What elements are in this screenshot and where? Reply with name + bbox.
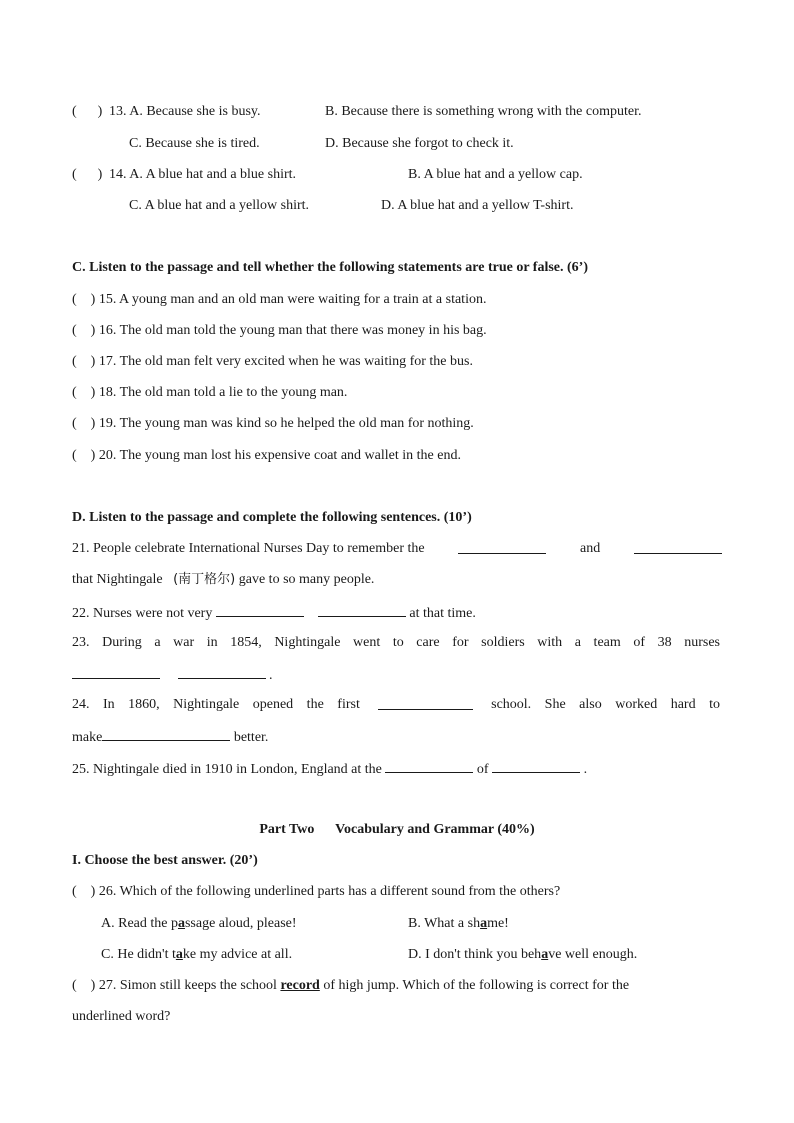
q19-line: ( ) 19. The young man was kind so he helped the old man for nothing. [72, 416, 474, 431]
q17-line: ( ) 17. The old man felt very excited when he was waiting for the bus. [72, 354, 473, 369]
q19-paren[interactable]: ( [72, 416, 91, 431]
q23-blank-2[interactable] [178, 665, 266, 679]
part-two-title: Part Two Vocabulary and Grammar (40%) [259, 822, 535, 837]
q16-line: ( ) 16. The old man told the young man that there was money in his bag. [72, 323, 487, 338]
section-d-heading: D. Listen to the passage and complete the following sentences. (10’) [72, 510, 472, 525]
q13-option-a: 13. A. Because she is busy. [109, 104, 261, 119]
q24-blank-2[interactable] [102, 727, 230, 741]
q13-option-c: C. Because she is tired. [129, 136, 260, 151]
q26-option-d: D. I don't think you behave well enough. [408, 947, 638, 962]
q24-line2: make better. [72, 727, 268, 747]
q14-paren[interactable]: ( ) [72, 167, 103, 182]
q13-paren[interactable]: ( ) [72, 104, 103, 119]
q25-line: 25. Nightingale died in 1910 in London, England at the of . [72, 759, 587, 779]
q21-line1: 21. People celebrate International Nurses Day to remember the and [72, 540, 722, 558]
q18-paren[interactable]: ( [72, 385, 91, 400]
section-i-heading: I. Choose the best answer. (20’) [72, 853, 258, 868]
q21-blank-1[interactable] [458, 540, 546, 554]
q23-line1 [72, 634, 720, 652]
q26-option-b: B. What a shame! [408, 916, 509, 931]
q24-line1: 24. In 1860, Nightingale opened the first school. She also worked hard to [72, 697, 720, 712]
q15-paren[interactable]: ( [72, 292, 91, 307]
q13-option-d: D. Because she forgot to check it. [325, 136, 514, 151]
q14-option-a: 14. A. A blue hat and a blue shirt. [109, 167, 297, 182]
q22-line: 22. Nurses were not very at that time. [72, 603, 476, 623]
q23-line2: . [72, 665, 273, 685]
q16-paren[interactable]: ( [72, 323, 91, 338]
q23-blank-1[interactable] [72, 665, 160, 679]
q26-paren[interactable]: ( [72, 884, 91, 899]
q17-paren[interactable]: ( [72, 354, 91, 369]
q21-blank-2[interactable] [634, 540, 722, 554]
q26-option-a: A. Read the passage aloud, please! [101, 916, 297, 931]
q22-blank-1[interactable] [216, 603, 304, 617]
q20-line: ( ) 20. The young man lost his expensive coat and wallet in the end. [72, 448, 461, 463]
section-c-heading: C. Listen to the passage and tell whether the following statements are true or false. (6’) [72, 260, 588, 275]
q22-blank-2[interactable] [318, 603, 406, 617]
q26-option-c: C. He didn't take my advice at all. [101, 947, 293, 962]
q18-line: ( ) 18. The old man told a lie to the young man. [72, 385, 348, 400]
q21-line2: that Nightingale (南丁格尔) gave to so many people. [72, 572, 375, 587]
q27-paren[interactable]: ( [72, 978, 91, 993]
q15-line: ( ) 15. A young man and an old man were waiting for a train at a station. [72, 292, 487, 307]
q13-option-b: B. Because there is something wrong with the computer. [325, 104, 642, 119]
q14-option-b: B. A blue hat and a yellow cap. [408, 167, 583, 182]
q20-paren[interactable]: ( [72, 448, 91, 463]
q25-blank-2[interactable] [492, 759, 580, 773]
q14-option-c: C. A blue hat and a yellow shirt. [129, 198, 310, 213]
q14-option-d: D. A blue hat and a yellow T-shirt. [381, 198, 574, 213]
q24-blank-1[interactable] [378, 696, 473, 710]
q27-underlined-word: record [280, 978, 320, 993]
q26-line: ( ) 26. Which of the following underlined parts has a different sound from the others? [72, 884, 561, 899]
q27-line2: underlined word? [72, 1009, 171, 1024]
chinese-gloss: (南丁格尔) [173, 572, 236, 587]
q23-text: 23. During a war in 1854, Nightingale went to care for soldiers with a team of 38 nurses [72, 635, 720, 650]
q25-blank-1[interactable] [385, 759, 473, 773]
q27-line1: ( ) 27. Simon still keeps the school record of high jump. Which of the following is correct for the [72, 978, 630, 993]
